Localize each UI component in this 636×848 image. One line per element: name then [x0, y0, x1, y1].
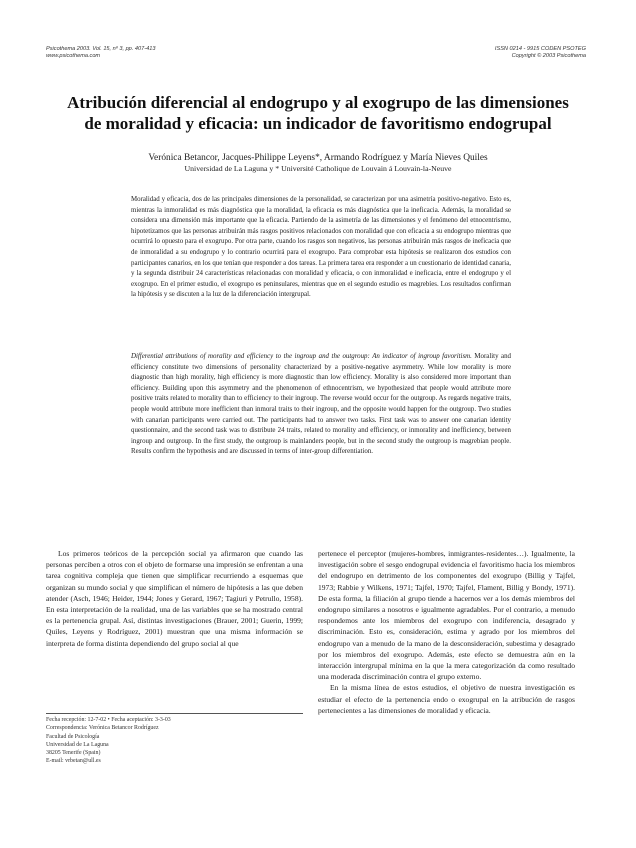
footnote-block	[46, 716, 303, 766]
copyright-line: Copyright © 2003 Psicothema	[511, 53, 586, 59]
abstract-english-title: Differential attributions of morality and efficiency to the ingroup and the outgroup: An indicator of ingroup favoritism.	[131, 353, 472, 360]
footnote-city: 38205 Tenerife (Spain)	[46, 750, 101, 757]
footnote-email: E-mail: vrbetan@ull.es	[46, 758, 101, 765]
footnote-university: Universidad de La Laguna	[46, 741, 109, 748]
running-header-right	[495, 46, 586, 60]
footnote-correspondence: Correspondencia: Verónica Betancor Rodríguez	[46, 725, 159, 732]
journal-website: www.psicothema.com	[46, 53, 101, 59]
title-line-1: Atribución diferencial al endogrupo y al exogrupo de las dimensiones	[67, 93, 569, 112]
author-list: Verónica Betancor, Jacques-Philippe Leyens*, Armando Rodríguez y María Nieves Quiles	[148, 153, 488, 163]
body-paragraph: Los primeros teóricos de la percepción social ya afirmaron que cuando las personas perciben a otros con el objeto de formarse una impresión se enfrentan a una tarea cognitiva compleja que tienen que simplificar recurriendo a esquemas que organizan su mundo social y que simplifican el número de hipótesis a las que deben atender (Asch, 1946; Heider, 1944; Jones y Gerard, 1967; Tagiuri y Petrullo, 1958). En esta interpretación de la realidad, una de las variables que se ha mostrado central es la pertenencia grupal. Así, distintas investigaciones (Brauer, 2001; Guerin, 1999; Quiles, Leyens y Rodríguez, 2001) muestran que una misma información se interpreta de forma distinta dependiendo del grupo social al que	[46, 549, 303, 648]
body-paragraph: En la misma línea de estos estudios, el objetivo de nuestra investigación es estudiar el efecto de la pertenencia endo o exogrupal en la atribución de rasgos pertenecientes a las dimensiones de moralidad y eficacia.	[318, 683, 575, 715]
footnote-divider	[46, 713, 303, 714]
author-affiliation: Universidad de La Laguna y * Université Catholique de Louvain á Louvain-la-Neuve	[184, 164, 452, 173]
abstract-spanish: Moralidad y eficacia, dos de las principales dimensiones de la personalidad, se caracterizan por una asimetría positivo-negativo. Esto es, mientras la inmoralidad es más diagnóstica que la moralidad, la eficacia es más diagnóstica que la ineficacia. Además, la moralidad se considera una dimensión más importante que la eficacia. Partiendo de la asimetría de las dimensiones y el fenómeno del etnocentrismo, hipotetizamos que las personas atribuirán más rasgos positivos relacionados con moralidad que con eficacia a su endogrupo mientras que ocurrirá lo opuesto para el exogrupo. Por otra parte, cuando los rasgos son negativos, las personas atribuirán más rasgos de ineficacia que de inmoralidad a su endogrupo y lo contrario ocurrirá para el exogrupo. Para comprobar esta hipótesis se realizaron dos estudios con participantes canarios, en los que tenían que responder a dos tareas. La primera tarea era responder a un cuestionario de identidad canaria, y la segunda distribuir 24 características relacionadas con moralidad y eficacia, o con inmoralidad e ineficacia, entre el endogrupo y el exogrupo. En el primer estudio, el exogrupo es peninsulares, mientras que en el segundo estudio es magrebíes. Los resultados confirman la hipótesis y se discuten a la luz de la diferenciación intergrupal.	[131, 196, 511, 299]
paper-title	[46, 92, 590, 134]
running-header-left	[46, 46, 155, 60]
issn-line: ISSN 0214 - 9915 CODEN PSOTEG	[494, 46, 586, 52]
body-column-left	[46, 548, 303, 649]
abstract-english	[131, 352, 511, 458]
body-column-right	[318, 548, 575, 716]
abstract-english-text: Morality and efficiency constitute two dimensions of personality characterized by a positive-negative asymmetry. While low morality is more diagnostic than high morality, high efficiency is more diagnostic than low efficiency. Morality is also considered more important than efficiency. Building upon this asymmetry and the phenomenon of ethnocentrism, we hypothesized that people would attribute more positive traits related to morality than to efficiency to their ingroup. The reverse would occur for the outgroup. As regards negative traits, people would attribute more inefficient than inmoral traits to their ingroup, and the opposite would happen for the outgroup. Two studies with canarian participants were carried out. The participants had to answer two tasks. First task was to answer one canarian identity questionnaire, and the second task was to distribute 24 traits, related to morality and efficiency, or inmorality and inefficiency, between ingroup and outgroup. In the first study, the outgroup is mainlanders people, but in the second study the outgroup is magrebian people. Results confirm the hypothesis and are discussed in terms of inter-group differentiation.	[131, 353, 511, 456]
title-line-2: de moralidad y eficacia: un indicador de favoritismo endogrupal	[84, 114, 552, 133]
footnote-faculty: Facultad de Psicología	[46, 733, 100, 740]
journal-citation: Psicothema 2003. Vol. 15, nº 3, pp. 407-413	[46, 46, 156, 52]
body-paragraph: pertenece el perceptor (mujeres-hombres, inmigrantes-residentes…). Igualmente, la investigación sobre el sesgo endogrupal evidencia el favoritismo hacia los miembros del endogrupo en detrimento de los componentes del exogrupo (Billig y Tajfel, 1973; Rabbie y Wilkens, 1971; Tajfel, 1970; Tajfel, Flament, Billig y Bondy, 1971). De esta forma, la filiación al grupo tiende a hacernos ver a los demás miembros del endogrupo similares a nosotros e igualmente agradables. Por el contrario, a menudo respondemos ante los miembros del exogrupo con indiferencia, desagrado y discriminación. Esto es, consideración, estima y agrado por los miembros del endogrupo van a menudo de la mano de la desconsideración, subestima y desagrado por los miembros del exogrupo. Además, este efecto se demuestra aún en la interacción intergrupal mínima en la que la mera categorización da como resultado una moderada discriminación contra el grupo externo.	[318, 549, 575, 682]
footnote-dates: Fecha recepción: 12-7-02 • Fecha aceptación: 3-3-03	[46, 717, 171, 723]
